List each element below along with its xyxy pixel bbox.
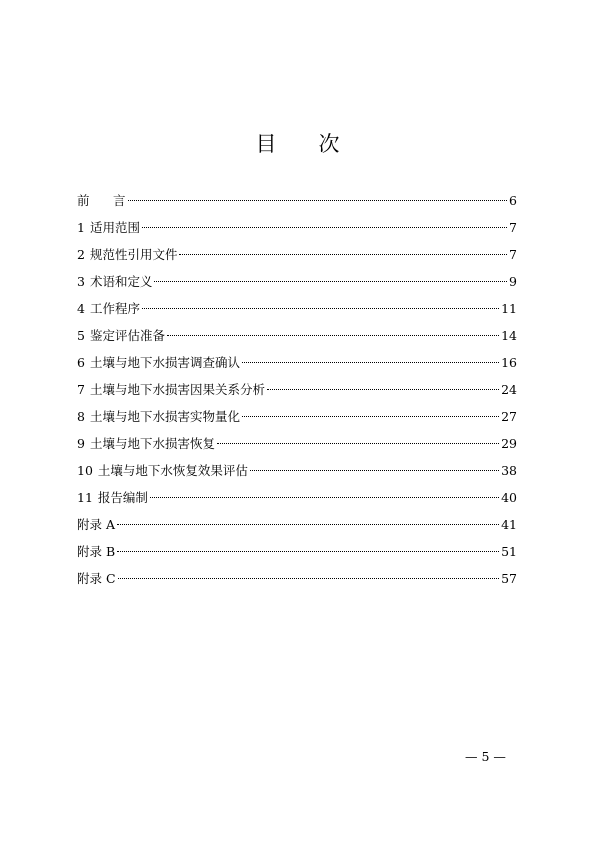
toc-entry-page: 7	[509, 220, 517, 235]
toc-entry-appendix-b[interactable]	[77, 538, 517, 565]
toc-leader-dots	[242, 415, 499, 417]
toc-entry-page: 40	[501, 490, 517, 505]
toc-entry-label: 2 规范性引用文件	[77, 247, 178, 262]
toc-entry-page: 51	[501, 544, 517, 559]
toc-entry-page: 24	[501, 382, 517, 397]
toc-entry-11[interactable]	[77, 484, 517, 511]
toc-entry-page: 29	[501, 436, 517, 451]
toc-entry-label: 10 土壤与地下水恢复效果评估	[77, 463, 248, 478]
toc-entry-page: 7	[509, 247, 517, 262]
toc-entry-foreword[interactable]	[77, 187, 517, 214]
toc-entry-page: 9	[509, 274, 517, 289]
toc-leader-dots	[118, 577, 500, 579]
toc-title	[0, 128, 595, 158]
toc-entry-2[interactable]	[77, 241, 517, 268]
toc-entry-page: 11	[501, 301, 517, 316]
toc-entry-label: 4 工作程序	[77, 301, 140, 316]
toc-leader-dots	[117, 550, 499, 552]
toc-leader-dots	[142, 307, 499, 309]
toc-entry-label: 5 鉴定评估准备	[77, 328, 165, 343]
toc-leader-dots	[154, 280, 507, 282]
toc-leader-dots	[242, 361, 499, 363]
toc-leader-dots	[128, 199, 507, 201]
toc-entry-label: 6 土壤与地下水损害调查确认	[77, 355, 240, 370]
toc-entry-4[interactable]	[77, 295, 517, 322]
toc-title-left: 目	[255, 132, 277, 156]
toc-entry-label: 11 报告编制	[77, 490, 148, 505]
toc-entry-label: 8 土壤与地下水损害实物量化	[77, 409, 240, 424]
toc-entry-label: 前 言	[77, 193, 126, 208]
toc-leader-dots	[142, 226, 507, 228]
toc-entry-appendix-a[interactable]	[77, 511, 517, 538]
toc-leader-dots	[117, 523, 499, 525]
toc-entry-label: 附录 B	[77, 544, 116, 559]
toc-entry-label: 9 土壤与地下水损害恢复	[77, 436, 215, 451]
toc-list	[77, 187, 517, 592]
toc-leader-dots	[267, 388, 499, 390]
toc-entry-page: 41	[501, 517, 517, 532]
toc-entry-10[interactable]	[77, 457, 517, 484]
toc-entry-page: 57	[501, 571, 517, 586]
toc-entry-5[interactable]	[77, 322, 517, 349]
toc-entry-label: 7 土壤与地下水损害因果关系分析	[77, 382, 265, 397]
toc-entry-6[interactable]	[77, 349, 517, 376]
toc-entry-appendix-c[interactable]	[77, 565, 517, 592]
toc-entry-label: 附录 C	[77, 571, 116, 586]
toc-leader-dots	[179, 253, 507, 255]
toc-entry-7[interactable]	[77, 376, 517, 403]
toc-entry-page: 6	[509, 193, 517, 208]
page-number: — 5 —	[465, 749, 506, 764]
toc-entry-page: 38	[501, 463, 517, 478]
toc-entry-page: 27	[501, 409, 517, 424]
toc-leader-dots	[167, 334, 499, 336]
toc-entry-page: 16	[501, 355, 517, 370]
toc-entry-1[interactable]	[77, 214, 517, 241]
toc-entry-9[interactable]	[77, 430, 517, 457]
toc-leader-dots	[150, 496, 499, 498]
toc-leader-dots	[250, 469, 499, 471]
toc-leader-dots	[217, 442, 499, 444]
toc-entry-label: 附录 A	[77, 517, 116, 532]
toc-entry-3[interactable]	[77, 268, 517, 295]
toc-entry-label: 3 术语和定义	[77, 274, 153, 289]
toc-entry-8[interactable]	[77, 403, 517, 430]
toc-title-right: 次	[318, 132, 340, 156]
toc-entry-page: 14	[501, 328, 517, 343]
toc-entry-label: 1 适用范围	[77, 220, 140, 235]
